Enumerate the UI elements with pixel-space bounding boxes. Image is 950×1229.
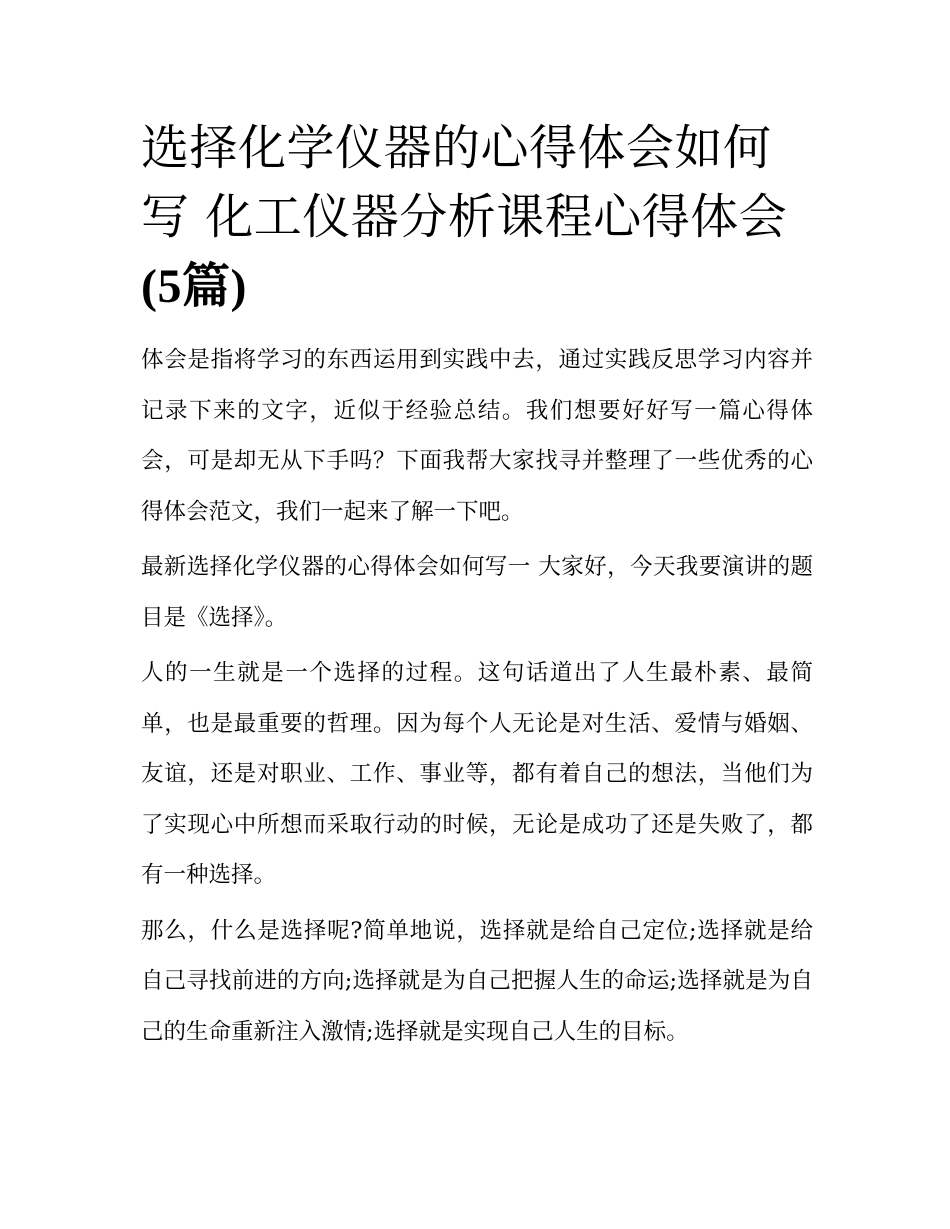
document-title-count: (5篇) [141,260,247,313]
paragraph-what-is-choice: 那么，什么是选择呢?简单地说，选择就是给自己定位;选择就是给自己寻找前进的方向;选择就是为自己把握人生的命运;选择就是为自己的生命重新注入激情;选择就是实现自己人生的目标。 [141,917,813,1045]
paragraph-speech-opening: 最新选择化学仪器的心得体会如何写一 大家好，今天我要演讲的题目是《选择》。 [141,554,813,631]
document-title [141,114,813,321]
document-title-text: 选择化学仪器的心得体会如何写 化工仪器分析课程心得体会 [141,120,788,245]
document-page [141,114,813,1057]
paragraph-life-choice: 人的一生就是一个选择的过程。这句话道出了人生最朴素、最简单，也是最重要的哲理。因为每个人无论是对生活、爱情与婚姻、友谊，还是对职业、工作、事业等，都有着自己的想法，当他们为了实现心中所想而采取行动的时候，无论是成功了还是失败了，都有一种选择。 [141,660,813,888]
paragraph-intro: 体会是指将学习的东西运用到实践中去，通过实践反思学习内容并记录下来的文字，近似于经验总结。我们想要好好写一篇心得体会，可是却无从下手吗？下面我帮大家找寻并整理了一些优秀的心得体会范文，我们一起来了解一下吧。 [141,347,813,525]
